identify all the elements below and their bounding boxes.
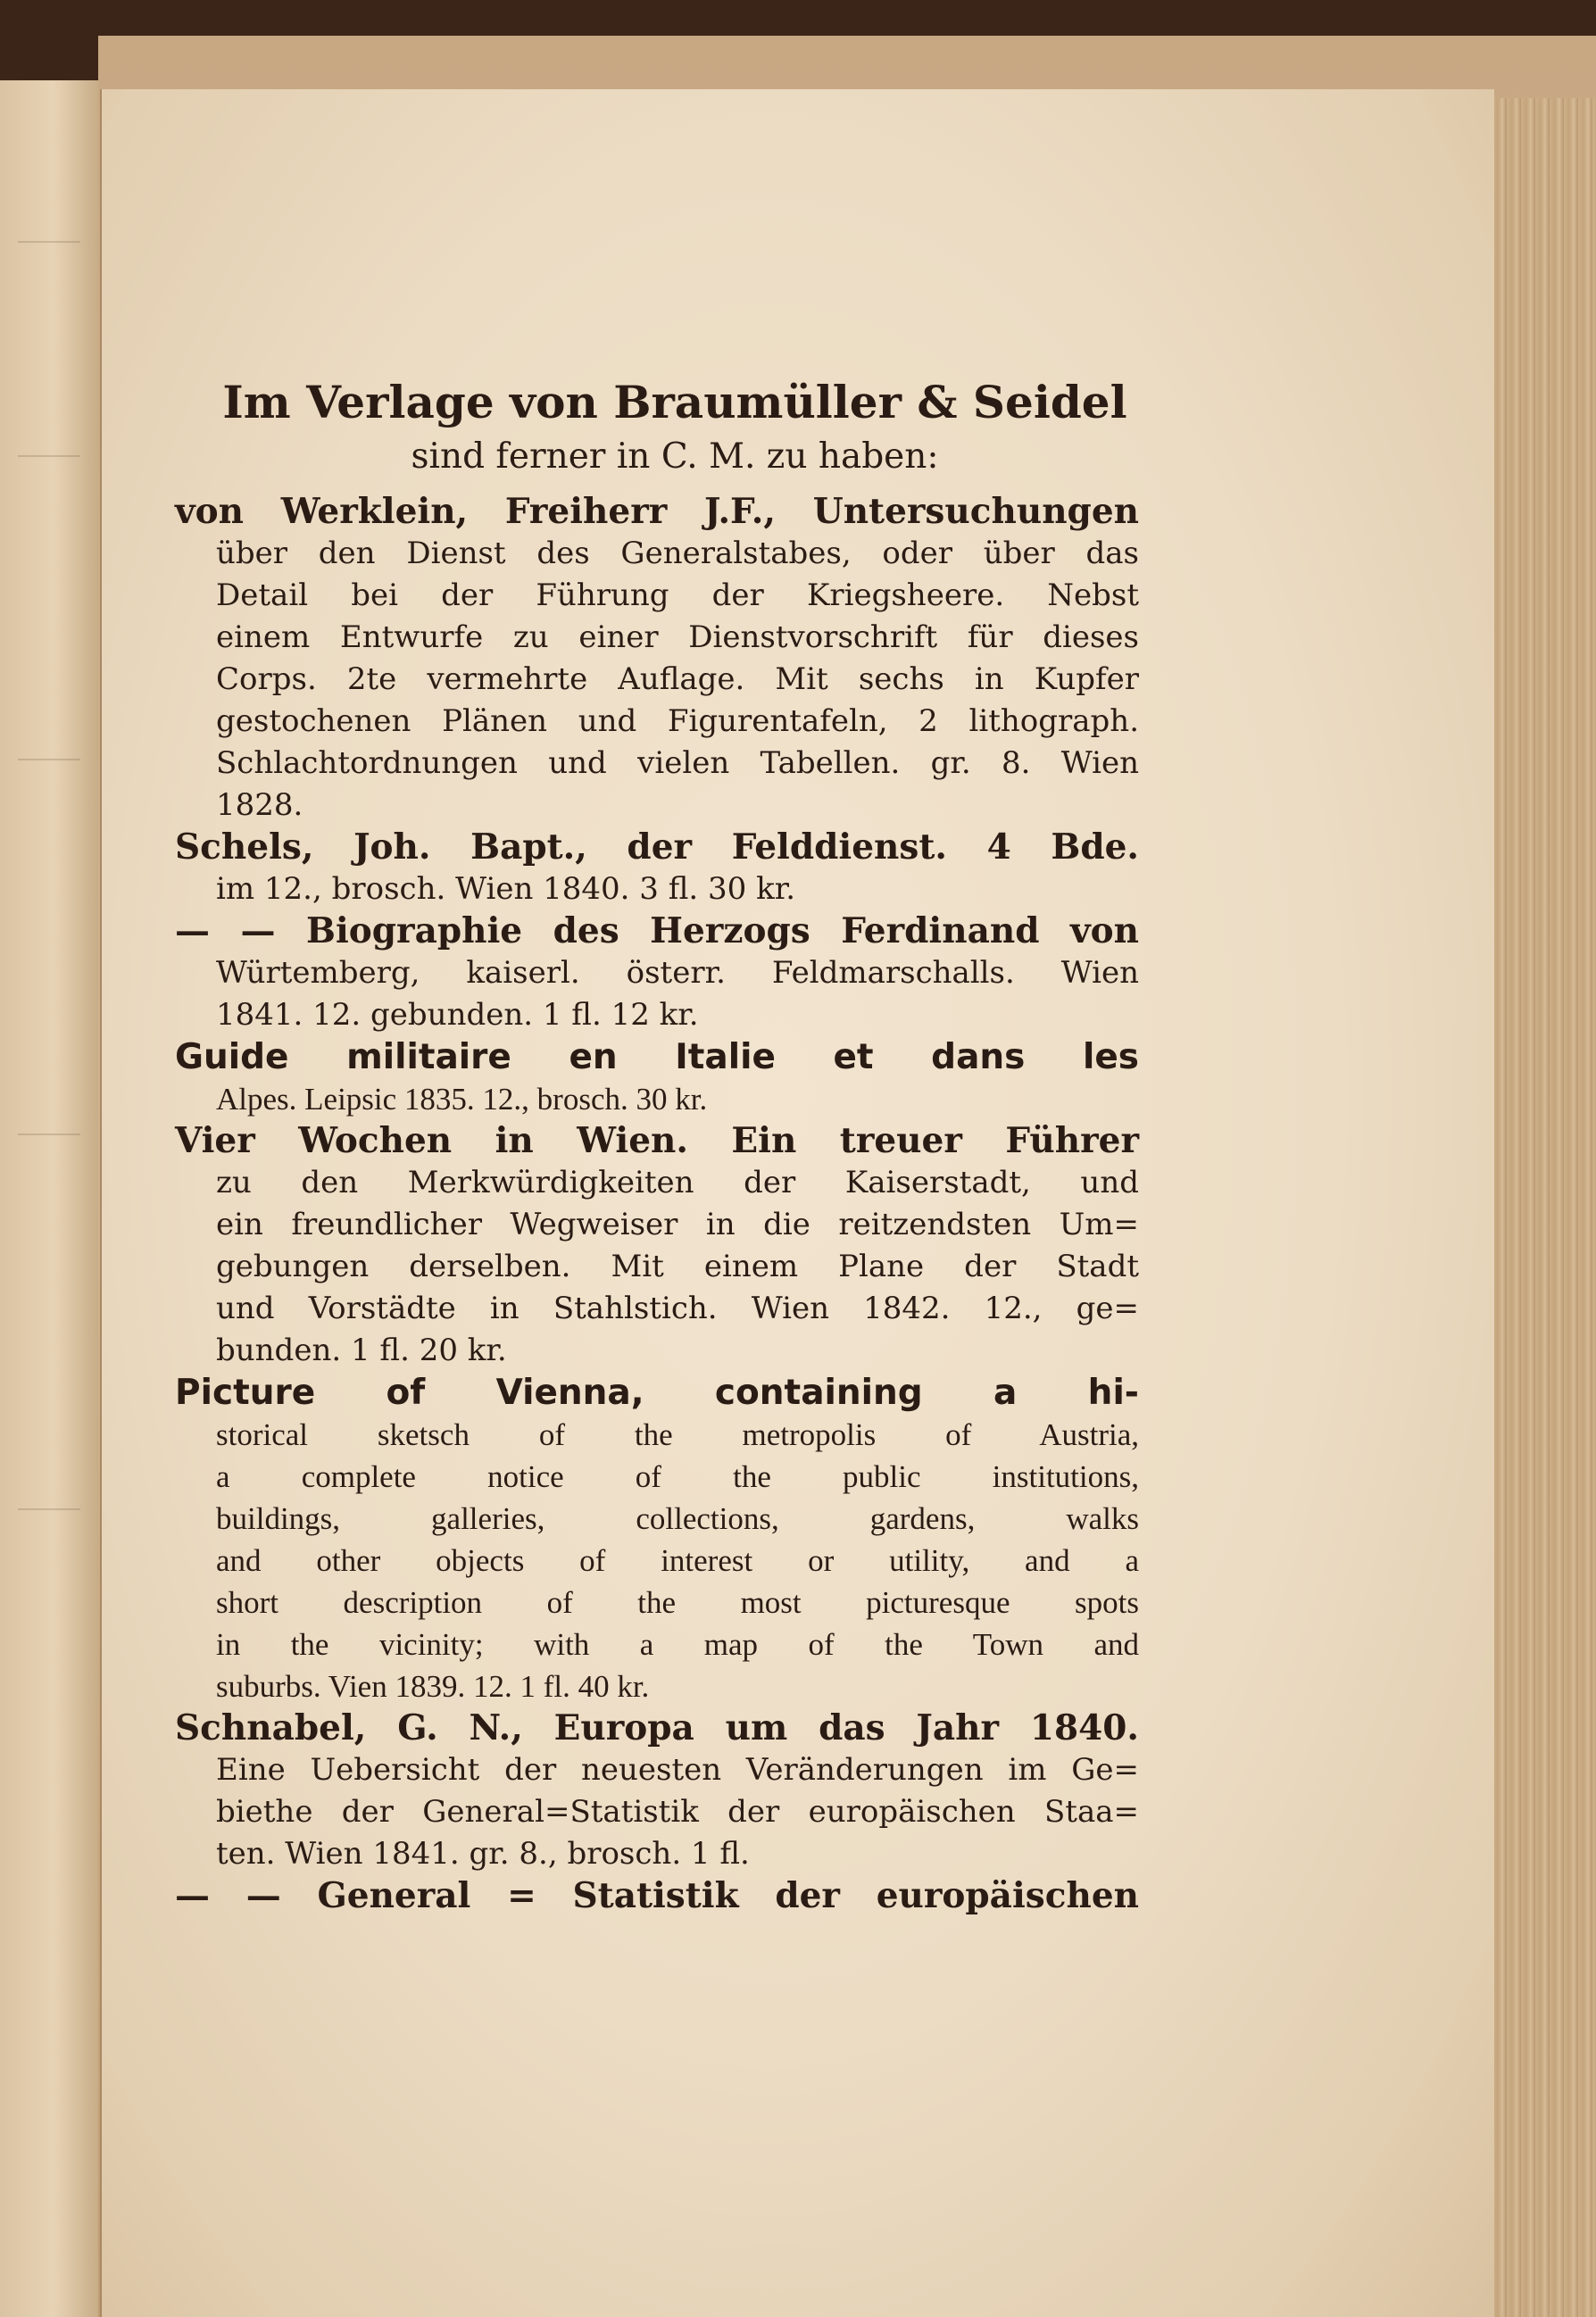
catalog-entry <box>175 1875 1139 1917</box>
catalog-entry <box>175 910 1139 1036</box>
entry-line: gebungen derselben. Mit einem Plane der Stadt <box>216 1249 1139 1284</box>
entry-line: Eine Uebersicht der neuesten Veränderungen im Ge= <box>216 1752 1139 1788</box>
entry-heading: — — General = Statistik der europäischen <box>175 1875 1139 1916</box>
entry-line: gestochenen Plänen und Figurentafeln, 2 lithograph. <box>216 703 1139 739</box>
entry-line: und Vorstädte in Stahlstich. Wien 1842. 12., ge= <box>216 1291 1139 1326</box>
left-page-edge <box>0 80 101 2317</box>
entry-line: short description of the most picturesque spots <box>216 1585 1139 1620</box>
entry-line: über den Dienst des Generalstabes, oder über das <box>216 536 1139 571</box>
entry-line: im 12., brosch. Wien 1840. 3 fl. 30 kr. <box>216 871 796 907</box>
page-subheading: sind ferner in C. M. zu haben: <box>411 436 939 477</box>
entry-line: Detail bei der Führung der Kriegsheere. Nebst <box>216 577 1139 613</box>
page-heading: Im Verlage von Braumüller & Seidel <box>222 376 1127 428</box>
bleed-through-mark <box>18 1134 80 1135</box>
advertisement-text <box>175 373 1139 1917</box>
entry-line: ten. Wien 1841. gr. 8., brosch. 1 fl. <box>216 1836 750 1872</box>
bleed-through-mark <box>18 1508 80 1510</box>
entry-line: Alpes. Leipsic 1835. 12., brosch. 30 kr. <box>216 1082 708 1117</box>
catalog-entry <box>175 826 1139 910</box>
entry-line: Corps. 2te vermehrte Auflage. Mit sechs in Kupfer <box>216 661 1139 697</box>
entry-line: zu den Merkwürdigkeiten der Kaiserstadt, und <box>216 1165 1139 1200</box>
entry-heading: Schnabel, G. N., Europa um das Jahr 1840. <box>175 1707 1139 1748</box>
catalog-entry <box>175 491 1139 826</box>
entry-heading: — — Biographie des Herzogs Ferdinand von <box>175 910 1139 951</box>
entry-heading: Vier Wochen in Wien. Ein treuer Führer <box>175 1120 1139 1161</box>
entry-line: Würtemberg, kaiserl. österr. Feldmarschalls. Wien <box>216 955 1139 991</box>
entry-line: and other objects of interest or utility, and a <box>216 1543 1139 1578</box>
entry-line: buildings, galleries, collections, gardens, walks <box>216 1501 1139 1536</box>
entry-heading: Guide militaire en Italie et dans les <box>175 1037 1139 1077</box>
entry-line: a complete notice of the public institutions, <box>216 1459 1139 1494</box>
page-stack-edges <box>1492 98 1596 2317</box>
entry-line: Schlachtordnungen und vielen Tabellen. gr. 8. Wien <box>216 745 1139 781</box>
entry-heading: Schels, Joh. Bapt., der Felddienst. 4 Bde. <box>175 826 1139 868</box>
entry-line: in the vicinity; with a map of the Town and <box>216 1627 1139 1662</box>
entry-line: storical sketsch of the metropolis of Austria, <box>216 1417 1139 1452</box>
entry-line: suburbs. Vien 1839. 12. 1 fl. 40 kr. <box>216 1669 650 1704</box>
catalog-entry <box>175 1707 1139 1875</box>
entry-heading: Picture of Vienna, containing a hi- <box>175 1373 1139 1413</box>
catalog-entry <box>175 1372 1139 1707</box>
entry-line: einem Entwurfe zu einer Dienstvorschrift für dieses <box>216 619 1139 655</box>
bleed-through-mark <box>18 455 80 457</box>
catalog-entry <box>175 1036 1139 1120</box>
bleed-through-mark <box>18 241 80 243</box>
entry-heading: von Werklein, Freiherr J.F., Untersuchungen <box>175 491 1139 532</box>
entry-line: ein freundlicher Wegweiser in die reitzendsten Um= <box>216 1207 1139 1242</box>
catalog-entry <box>175 1120 1139 1372</box>
entry-line: biethe der General=Statistik der europäischen Staa= <box>216 1794 1139 1830</box>
bleed-through-mark <box>18 759 80 760</box>
entry-line: bunden. 1 fl. 20 kr. <box>216 1333 507 1368</box>
entry-line: 1841. 12. gebunden. 1 fl. 12 kr. <box>216 997 699 1033</box>
entry-line: 1828. <box>216 787 303 823</box>
